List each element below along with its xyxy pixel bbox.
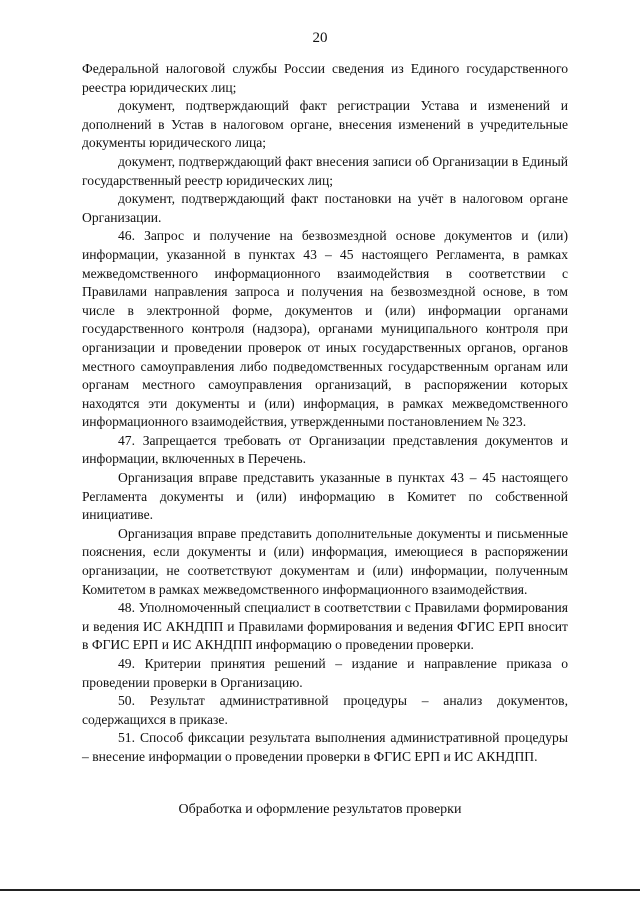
paragraph: документ, подтверждающий факт внесения записи об Организации в Единый государственный реестр юридических лиц;	[82, 153, 568, 188]
paragraph: Организация вправе представить дополнительные документы и письменные пояснения, если документы и (или) информация, имеющиеся в распоряжении организации, не соответствуют документам и (или) информации, полученным Комитетом в рамках межведомственного информационного взаимодействия.	[82, 525, 568, 597]
paragraph: Федеральной налоговой службы России сведения из Единого государственного реестра юридических лиц;	[82, 61, 568, 95]
paragraph-46: 46. Запрос и получение на безвозмездной основе документов и (или) информации, указанной в пунктах 43 – 45 настоящего Регламента, в рамках межведомственного информационного взаимодействия в соответствии с Правилами направления запроса и получения на безвозмездной основе, в том числе в электронной форме, документов и (или) информации органами государственного контроля (надзора), органами муниципального контроля при организации и проведении проверок от иных государственных органов, органов местного самоуправления либо подведомственных государственным органам или органам местного самоуправления организаций, в распоряжении которых находятся эти документы и (или) информация, в рамках межведомственного информационного взаимодействия, утвержденными постановлением № 323.	[82, 228, 568, 430]
paragraph-50: 50. Результат административной процедуры – анализ документов, содержащихся в приказе.	[82, 693, 568, 727]
section-heading: Обработка и оформление результатов проверки	[178, 802, 462, 817]
page-bottom-rule	[0, 889, 640, 891]
paragraph-51: 51. Способ фиксации результата выполнения административной процедуры – внесение информации о проведении проверки в ФГИС ЕРП и ИС АКНДПП.	[82, 730, 568, 764]
paragraph: Организация вправе представить указанные в пунктах 43 – 45 настоящего Регламента документы и (или) информацию в Комитет по собственной инициативе.	[82, 470, 568, 523]
paragraph-49: 49. Критерии принятия решений – издание и направление приказа о проведении проверки в Организацию.	[82, 656, 568, 690]
paragraph: документ, подтверждающий факт постановки на учёт в налоговом органе Организации.	[82, 191, 568, 225]
paragraph: документ, подтверждающий факт регистрации Устава и изменений и дополнений в Устав в налоговом органе, внесения изменений в учредительные документы юридического лица;	[82, 98, 568, 151]
page-number: 20	[312, 30, 328, 46]
paragraph-48: 48. Уполномоченный специалист в соответствии с Правилами формирования и ведения ИС АКНДПП и Правилами формирования и ведения ФГИС ЕРП вносит в ФГИС ЕРП и ИС АКНДПП информацию о проведении проверки.	[82, 600, 568, 653]
paragraph-47: 47. Запрещается требовать от Организации представления документов и информации, включенных в Перечень.	[82, 432, 568, 467]
document-body	[82, 60, 568, 767]
